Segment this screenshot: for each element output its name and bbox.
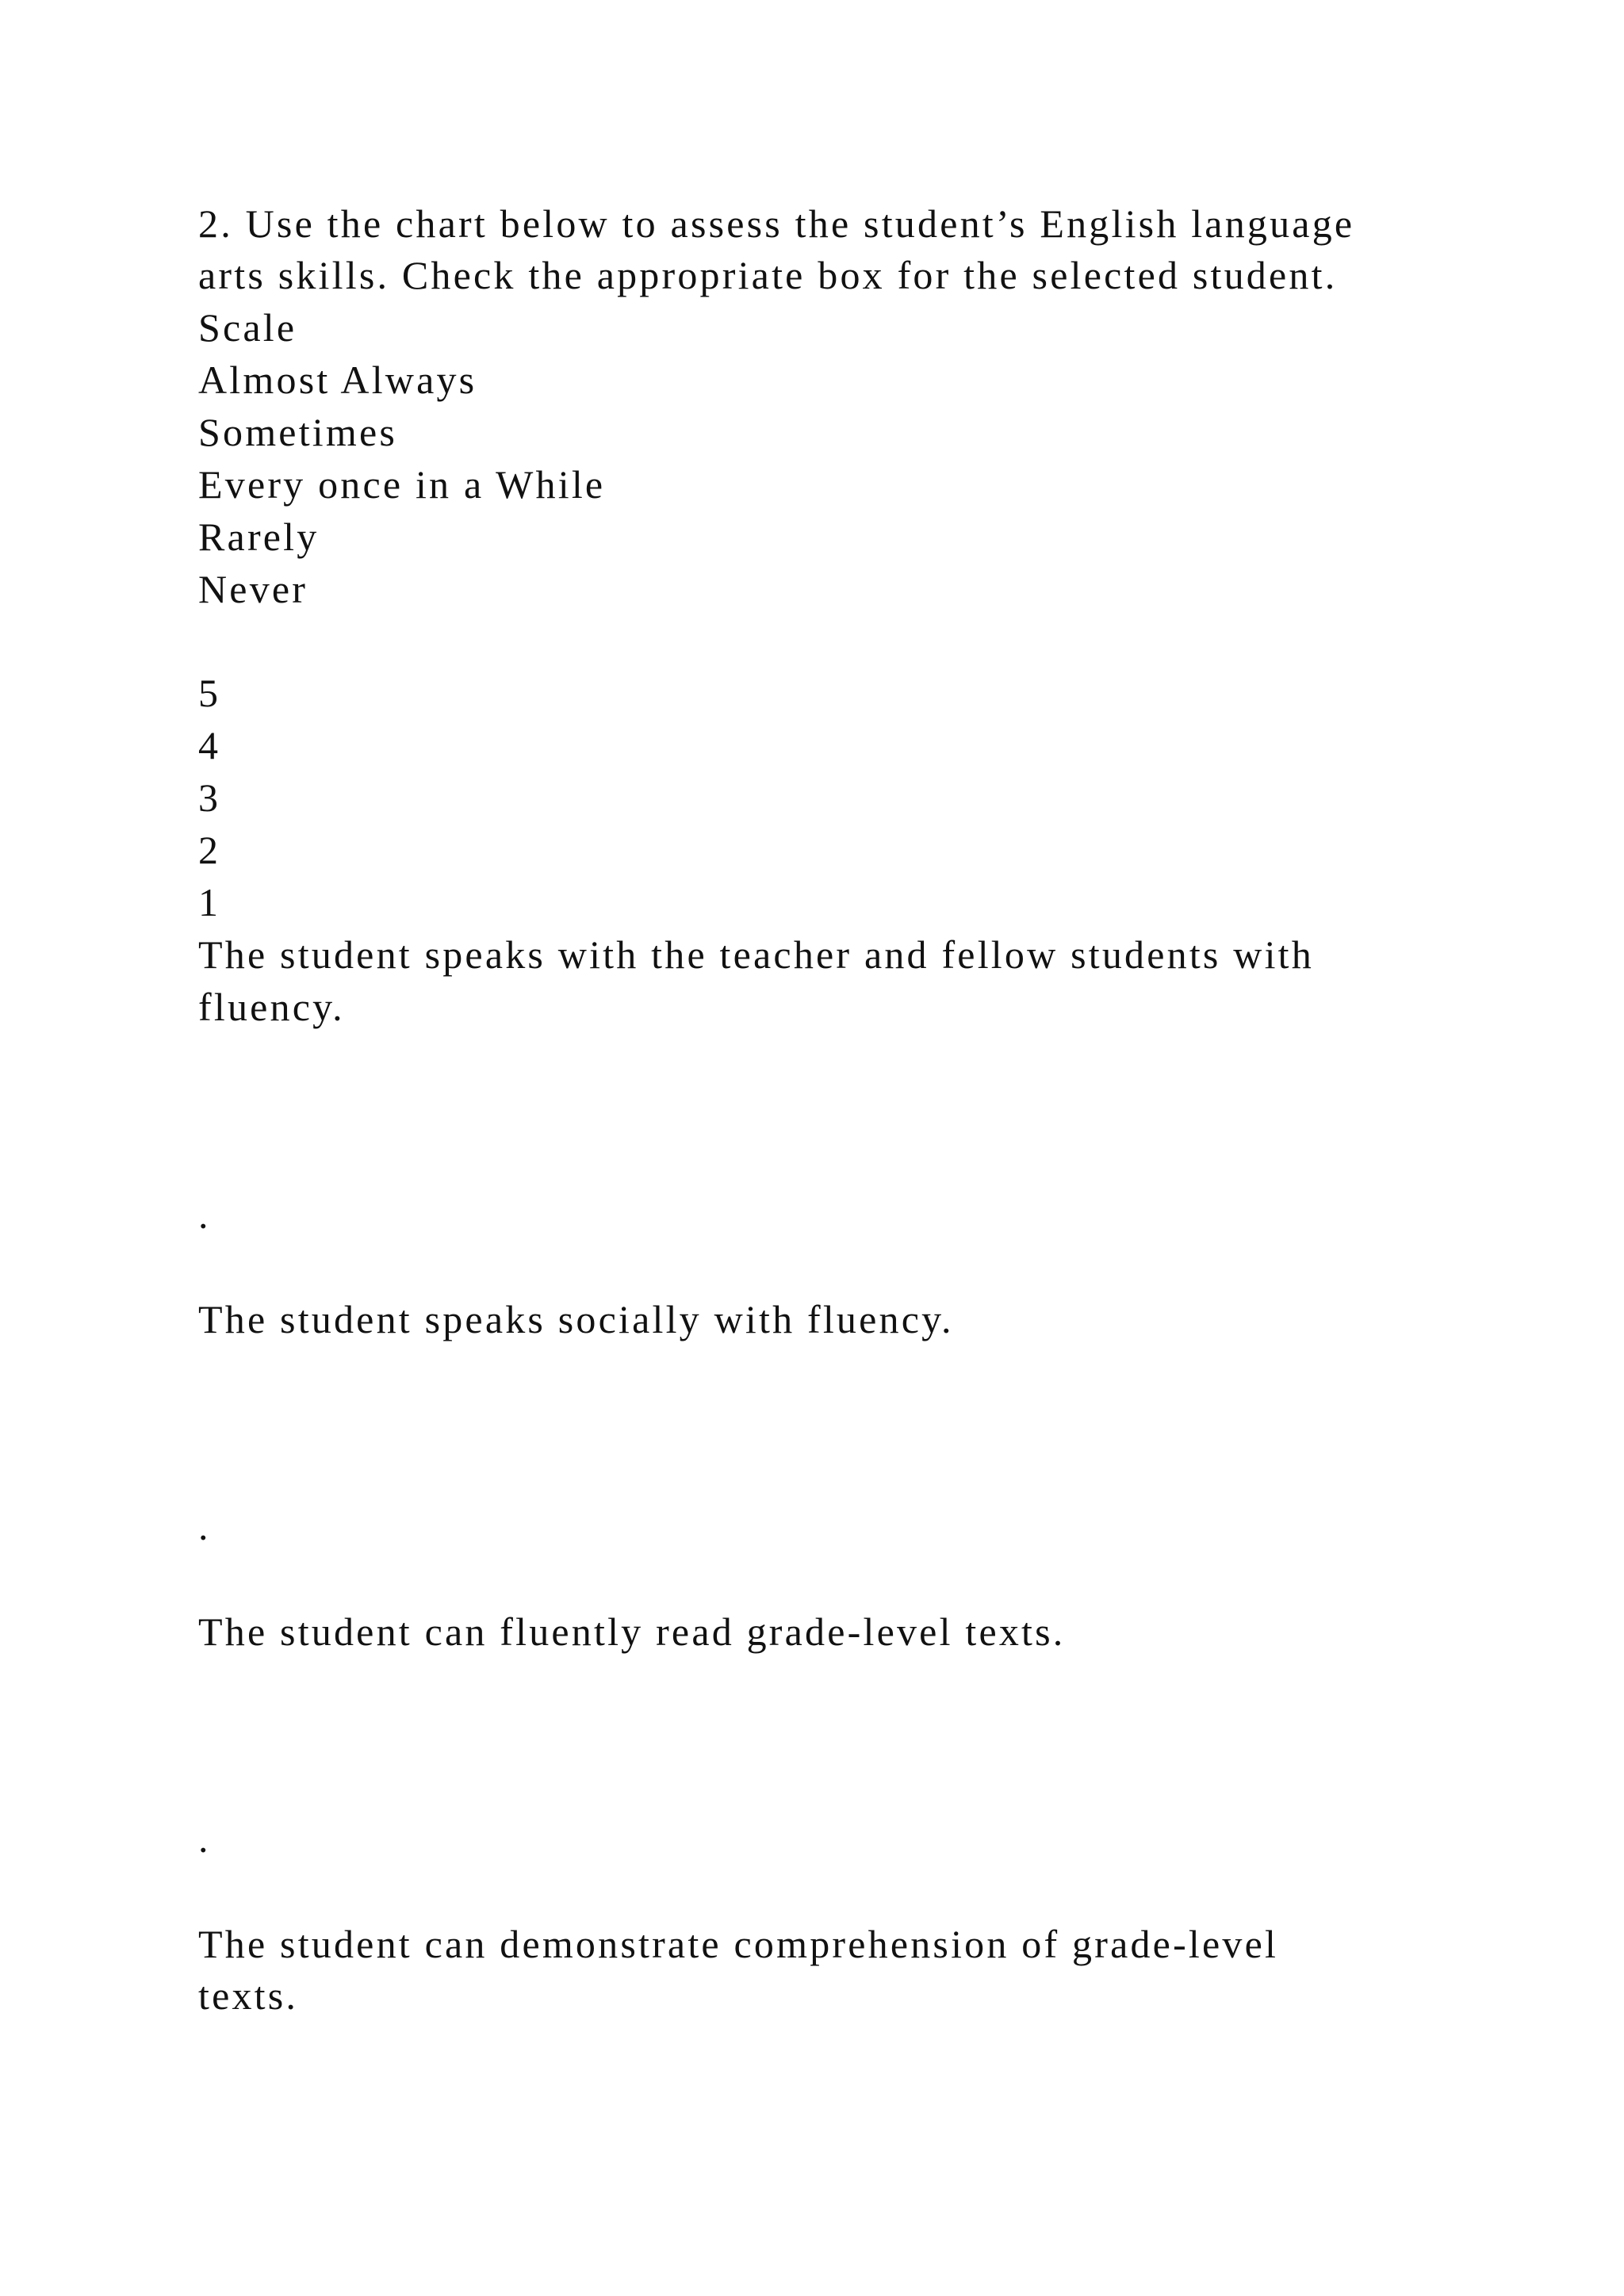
criterion-3-marker: . xyxy=(198,1816,211,1861)
scale-label: Scale xyxy=(198,305,297,350)
criterion-1-line-2: fluency. xyxy=(198,985,345,1029)
scale-level-never: Never xyxy=(198,567,308,611)
criterion-1-marker: . xyxy=(198,1192,211,1237)
scale-level-rarely: Rarely xyxy=(198,515,320,559)
criterion-2-marker: . xyxy=(198,1504,211,1548)
criterion-4-line-1: The student can demonstrate comprehension of grade-level xyxy=(198,1922,1279,1966)
criterion-2-line-1: The student speaks socially with fluency. xyxy=(198,1297,954,1341)
scale-level-every-once: Every once in a While xyxy=(198,462,606,507)
scale-value-4: 4 xyxy=(198,723,221,767)
instruction-line-1: 2. Use the chart below to assess the student’s English language xyxy=(198,201,1355,246)
criterion-4-line-2: texts. xyxy=(198,1973,299,2018)
scale-value-1: 1 xyxy=(198,880,221,924)
scale-value-3: 3 xyxy=(198,775,221,820)
scale-level-almost-always: Almost Always xyxy=(198,358,477,402)
scale-value-2: 2 xyxy=(198,828,221,872)
scale-level-sometimes: Sometimes xyxy=(198,410,398,454)
criterion-3-line-1: The student can fluently read grade-level texts. xyxy=(198,1609,1066,1654)
instruction-line-2: arts skills. Check the appropriate box for the selected student. xyxy=(198,253,1338,297)
scale-value-5: 5 xyxy=(198,671,221,715)
criterion-1-line-1: The student speaks with the teacher and fellow students with xyxy=(198,932,1314,977)
